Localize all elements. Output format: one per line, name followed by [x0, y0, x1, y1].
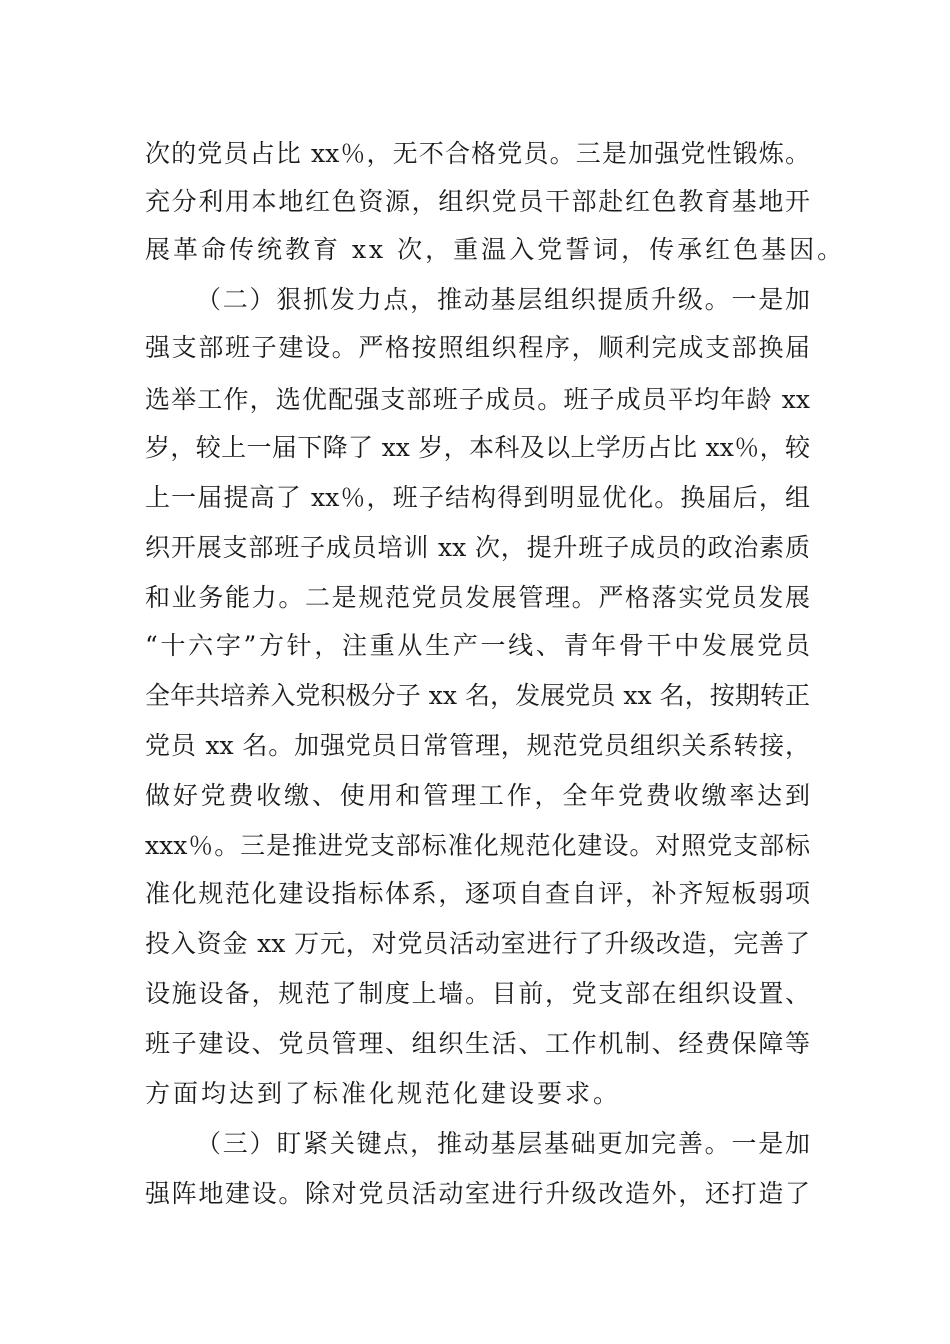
text-line: 做好党费收缴、使用和管理工作，全年党费收缴率达到: [145, 781, 810, 810]
text-line: 充分利用本地红色资源，组织党员干部赴红色教育基地开: [145, 187, 810, 216]
text-line: （二）狠抓发力点，推动基层组织提质升级。一是加: [196, 285, 810, 314]
text-line: 强阵地建设。除对党员活动室进行升级改造外，还打造了: [145, 1179, 810, 1208]
text-line: 投入资金 xx 万元，对党员活动室进行了升级改造，完善了: [145, 929, 810, 958]
text-line: xxx％。三是推进党支部标准化规范化建设。对照党支部标: [145, 831, 810, 860]
text-line: 全年共培养入党积极分子 xx 名，发展党员 xx 名，按期转正: [145, 681, 810, 710]
text-line: 和业务能力。二是规范党员发展管理。严格落实党员发展: [145, 583, 810, 612]
text-line: 准化规范化建设指标体系，逐项自查自评，补齐短板弱项: [145, 879, 810, 908]
text-line: 展革命传统教育 xx 次，重温入党誓词，传承红色基因。: [145, 235, 846, 264]
text-line: 次的党员占比 xx％，无不合格党员。三是加强党性锻炼。: [145, 139, 810, 168]
text-line: 方面均达到了标准化规范化建设要求。: [145, 1079, 622, 1108]
text-line: 选举工作，选优配强支部班子成员。班子成员平均年龄 xx: [145, 385, 810, 414]
text-line: 班子建设、党员管理、组织生活、工作机制、经费保障等: [145, 1029, 810, 1058]
text-line: 织开展支部班子成员培训 xx 次，提升班子成员的政治素质: [145, 533, 810, 562]
text-line: （三）盯紧关键点，推动基层基础更加完善。一是加: [196, 1129, 810, 1158]
text-line: 上一届提高了 xx％，班子结构得到明显优化。换届后，组: [145, 483, 810, 512]
text-line: 岁，较上一届下降了 xx 岁，本科及以上学历占比 xx％，较: [145, 433, 810, 462]
text-line: “十六字”方针，注重从生产一线、青年骨干中发展党员: [145, 631, 810, 660]
text-line: 党员 xx 名。加强党员日常管理，规范党员组织关系转接，: [145, 731, 810, 760]
text-line: 强支部班子建设。严格按照组织程序，顺利完成支部换届: [145, 333, 810, 362]
text-line: 设施设备，规范了制度上墙。目前，党支部在组织设置、: [145, 979, 810, 1008]
